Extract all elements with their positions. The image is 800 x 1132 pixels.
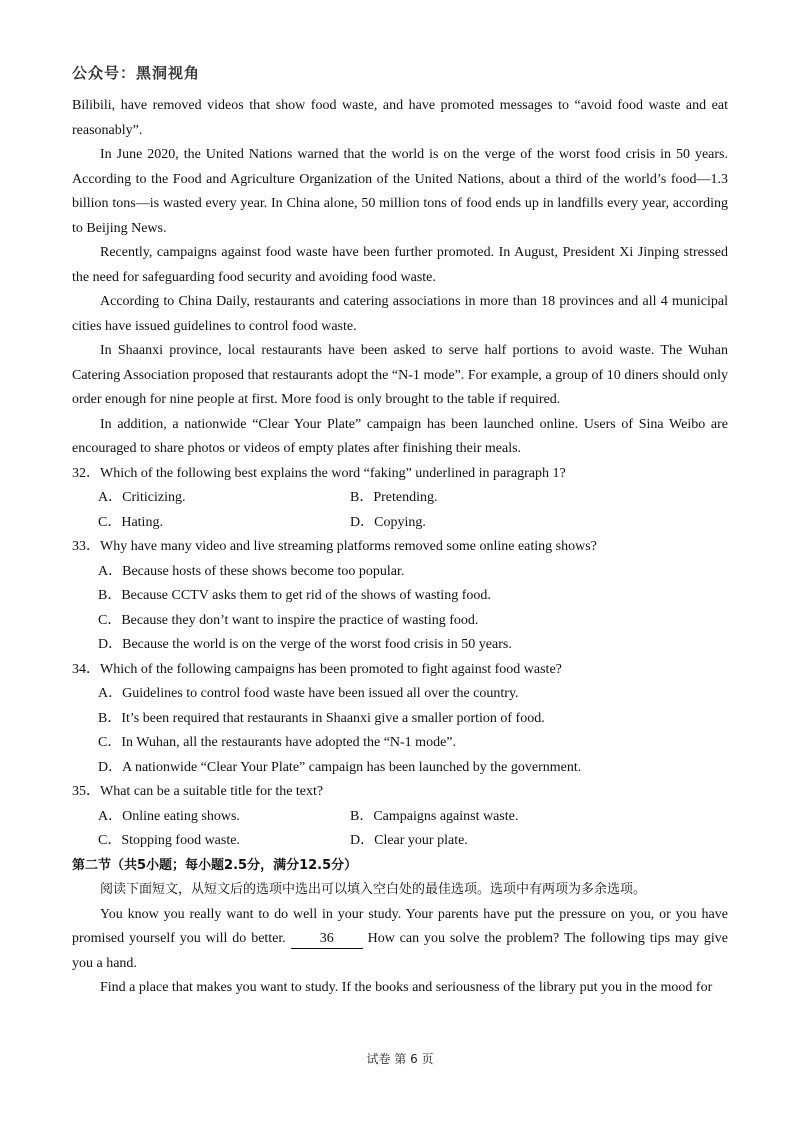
passage-paragraph-1: Bilibili, have removed videos that show food waste, and have promoted messages to “avoid food waste and eat reasonably”. xyxy=(72,98,728,138)
question-33-options xyxy=(72,560,728,658)
question-34-option-a: A．Guidelines to control food waste have been issued all over the country. xyxy=(98,686,519,701)
question-32-options xyxy=(72,486,728,535)
cloze-paragraph-2: Find a place that makes you want to study. If the books and seriousness of the library put you in the mood for xyxy=(100,980,713,995)
question-33-option-c: C．Because they don’t want to inspire the practice of wasting food. xyxy=(98,612,479,628)
question-32-option-d: D．Copying. xyxy=(350,514,426,530)
question-35-option-b: B．Campaigns against waste. xyxy=(350,808,519,824)
section-2-instruction: 阅读下面短文，从短文后的选项中选出可以填入空白处的最佳选项。选项中有两项为多余选项。 xyxy=(100,882,647,897)
blank-36: 36 xyxy=(291,930,363,949)
question-34-stem: 34．Which of the following campaigns has been promoted to fight against food waste? xyxy=(72,661,562,677)
passage-paragraph-2: In June 2020, the United Nations warned that the world is on the verge of the worst food crisis in 50 years. According to the Food and Agriculture Organization of the United Nations, about a third of the world’s food—1.3 billion tons—is wasted every year. In China alone, 50 million tons of food ends up in landfills every year, according to Beijing News. xyxy=(72,147,728,236)
question-35-options xyxy=(72,805,728,854)
question-32-option-b: B．Pretending. xyxy=(350,490,438,505)
question-34-option-b: B．It’s been required that restaurants in Shaanxi give a smaller portion of food. xyxy=(98,710,545,726)
passage-paragraph-6: In addition, a nationwide “Clear Your Plate” campaign has been launched online. Users of Sina Weibo are encouraged to share photos or videos of empty plates after finishing their meals. xyxy=(72,416,728,456)
question-33-option-b: B．Because CCTV asks them to get rid of the shows of wasting food. xyxy=(98,588,491,603)
question-34-options xyxy=(72,682,728,780)
question-33-option-d: D．Because the world is on the verge of the worst food crisis in 50 years. xyxy=(98,637,512,652)
watermark: 公众号：黑洞视角 xyxy=(72,64,201,82)
question-32-option-a: A．Criticizing. xyxy=(98,490,186,505)
question-33-stem: 33．Why have many video and live streaming platforms removed some online eating shows? xyxy=(72,539,597,554)
question-35-stem: 35．What can be a suitable title for the text? xyxy=(72,784,324,799)
question-33-option-a: A．Because hosts of these shows become too popular. xyxy=(98,563,405,579)
page-footer: 试卷 第 6 页 xyxy=(366,1052,434,1066)
cloze-text-after-blank: How can you solve the problem? The following tips may give you a hand. xyxy=(72,931,729,971)
question-32-option-c: C．Hating. xyxy=(98,514,163,530)
question-34-option-d: D．A nationwide “Clear Your Plate” campaign has been launched by the government. xyxy=(98,759,582,775)
cloze-paragraph-1 xyxy=(72,903,728,977)
question-35-option-c: C．Stopping food waste. xyxy=(98,833,240,848)
page-content xyxy=(72,94,728,1001)
passage-paragraph-5: In Shaanxi province, local restaurants have been asked to serve half portions to avoid waste. The Wuhan Catering Association proposed that restaurants adopt the “N-1 mode”. For example, a group of 10 diners should only order enough for nine people at first. More food is only brought to the table if required. xyxy=(72,343,728,407)
question-35-option-a: A．Online eating shows. xyxy=(98,808,240,824)
passage-paragraph-4: According to China Daily, restaurants and catering associations in more than 18 provinces and all 4 municipal cities have issued guidelines to control food waste. xyxy=(72,294,728,334)
section-2-heading: 第二节（共5小题；每小题2.5分，满分12.5分） xyxy=(72,857,358,873)
question-34-option-c: C．In Wuhan, all the restaurants have adopted the “N-1 mode”. xyxy=(98,735,457,750)
cloze-text-before-blank: You know you really want to do well in your study. Your parents have put the pressure on you, or you have promised yourself you will do better. xyxy=(72,906,728,946)
passage-paragraph-3: Recently, campaigns against food waste have been further promoted. In August, President Xi Jinping stressed the need for safeguarding food security and avoiding food waste. xyxy=(72,245,728,285)
question-32-stem: 32．Which of the following best explains the word “faking” underlined in paragraph 1? xyxy=(72,465,566,481)
question-35-option-d: D．Clear your plate. xyxy=(350,833,468,848)
